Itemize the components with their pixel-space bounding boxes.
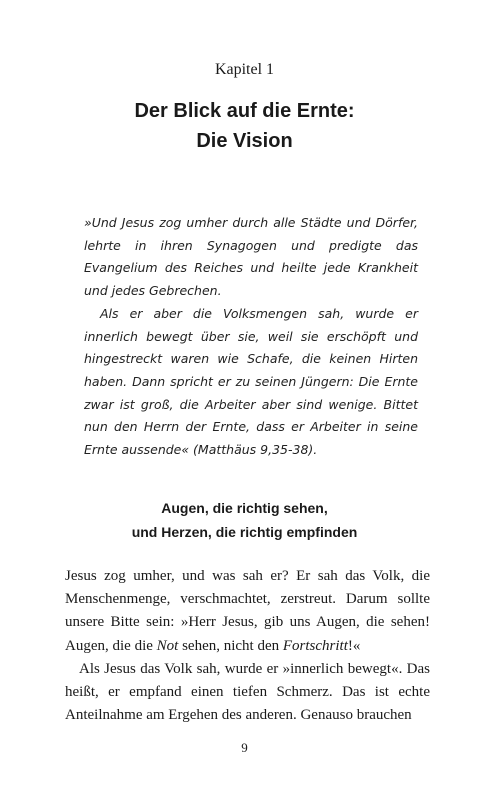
chapter-title-line-2: Die Vision (196, 130, 293, 152)
body-text (65, 565, 430, 727)
body-paragraph-1 (65, 565, 430, 658)
section-heading-line-1: Augen, die richtig sehen, (161, 500, 328, 516)
body-paragraph-2: Als Jesus das Volk sah, wurde er »innerlich bewegt«. Das heißt, er empfand einen tiefen Schmerz. Das ist echte Anteilnahme am Ergehen des anderen. Genauso brauchen (65, 660, 430, 724)
body-text-run: !« (347, 637, 361, 654)
emphasis-not: Not (156, 637, 179, 654)
bible-quote (84, 212, 418, 462)
section-heading-line-2: und Herzen, die richtig empfinden (131, 524, 358, 540)
chapter-title-line-1: Der Blick auf die Ernte: (134, 100, 355, 122)
page-number: 9 (241, 740, 248, 755)
quote-paragraph-2: Als er aber die Volksmengen sah, wurde er innerlich bewegt über sie, weil sie erschöpft und hingestreckt waren wie Schafe, die keinen Hirten haben. Dann spricht er zu seinen Jüngern: Die Ernte zwar ist groß, die Arbeiter aber sind wenige. Bittet nun den Herrn der Ernte, dass er Arbeiter in seine Ernte aussende« (Matthäus 9,35-38). (84, 305, 418, 458)
emphasis-fortschritt: Fortschritt (282, 637, 348, 654)
body-text-run: sehen, nicht den (178, 637, 283, 654)
chapter-title (0, 96, 489, 156)
quote-paragraph-1: »Und Jesus zog umher durch alle Städte und Dörfer, lehrte in ihren Synagogen und predigte das Evangelium des Reiches und heilte jede Krankheit und jedes Gebrechen. (84, 215, 418, 299)
section-heading (0, 496, 489, 544)
body-text-run: Jesus zog umher, und was sah er? Er sah das Volk, die Menschenmenge, verschmachtet, zerstreut. Darum sollte unsere Bitte sein: »Herr Jesus, gib uns Augen, die sehen! Augen, die die (65, 568, 430, 654)
chapter-label: Kapitel 1 (214, 61, 275, 78)
